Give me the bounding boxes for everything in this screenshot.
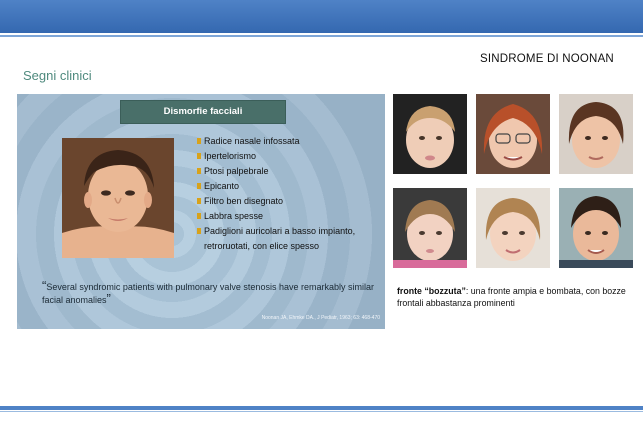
child-photo-4 [393, 188, 467, 268]
child-photo-2 [476, 94, 550, 174]
patient-photo-grid [393, 94, 633, 266]
caption-term: fronte “bozzuta” [397, 286, 466, 296]
child-photo-5 [476, 188, 550, 268]
list-item: Ptosi palpebrale [197, 164, 355, 179]
slide-title: SINDROME DI NOONAN [480, 53, 614, 65]
list-item: Radice nasale infossata [197, 134, 355, 149]
bottom-divider [0, 411, 643, 412]
quote-text: “Several syndromic patients with pulmonary valve stenosis have remarkably similar facial anomalies” [42, 278, 374, 306]
bullet-square-icon [197, 168, 201, 174]
facial-dysmorphism-panel [17, 94, 385, 329]
list-item: Labbra spesse [197, 209, 355, 224]
forehead-caption [397, 285, 637, 309]
top-banner [0, 0, 643, 33]
bullet-square-icon [197, 213, 201, 219]
bullet-square-icon [197, 183, 201, 189]
list-item: Epicanto [197, 179, 355, 194]
caption-description: : una fronte ampia e bombata, con bozze frontali abbastanza prominenti [397, 286, 626, 308]
bullet-square-icon [197, 228, 201, 234]
list-item: Filtro ben disegnato [197, 194, 355, 209]
child-photo-6 [559, 188, 633, 268]
child-photo-1 [393, 94, 467, 174]
panel-heading: Dismorfie facciali [120, 100, 286, 124]
list-item: Ipertelorismo [197, 149, 355, 164]
citation: Noonan JA, Ehmke DA., J Pediatr, 1963; 63: 468-470 [261, 315, 380, 321]
bullet-square-icon [197, 138, 201, 144]
feature-list [197, 134, 355, 254]
bullet-square-icon [197, 153, 201, 159]
patient-photo [62, 138, 174, 258]
bullet-square-icon [197, 198, 201, 204]
bottom-banner [0, 406, 643, 410]
section-title: Segni clinici [23, 68, 92, 83]
child-photo-3 [559, 94, 633, 174]
top-divider [0, 35, 643, 37]
list-item: Padiglioni auricolari a basso impianto, retroruotati, con elice spesso [197, 224, 355, 254]
